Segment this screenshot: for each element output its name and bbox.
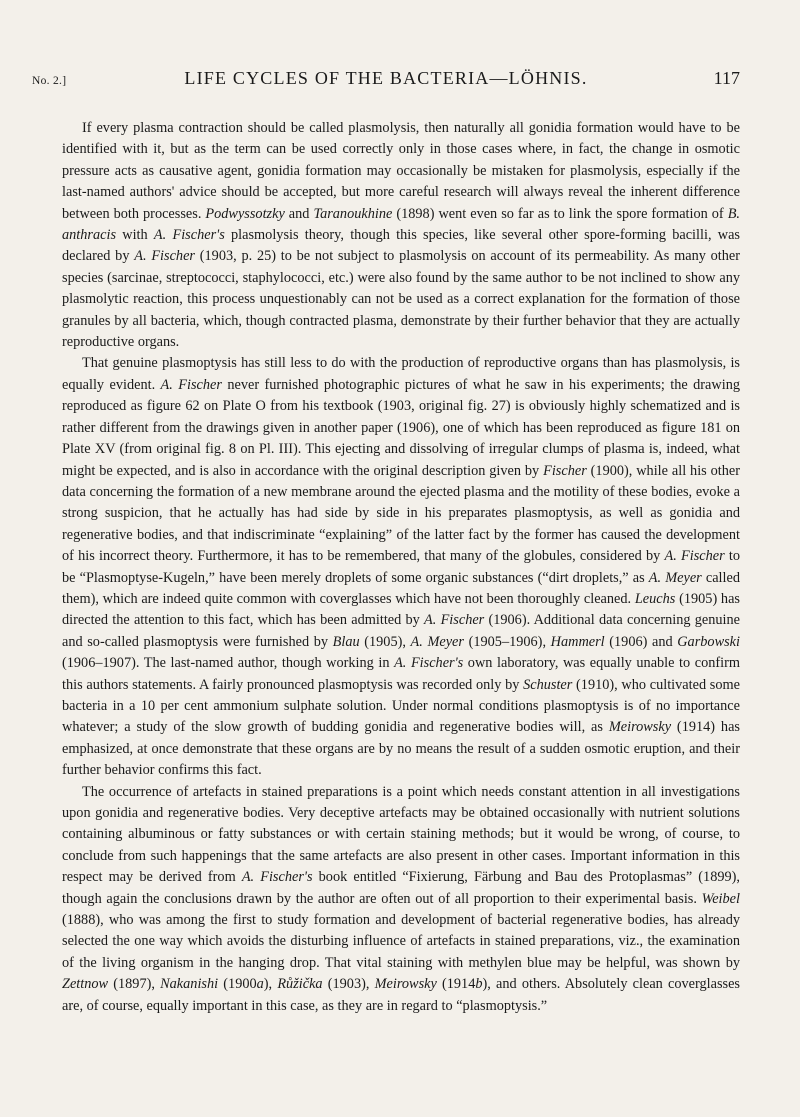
page-number: 117 [713,68,740,88]
italic-run: a [256,976,264,993]
italic-run: Fischer [543,462,587,479]
italic-run: A. Fischer's [241,869,313,886]
italic-run: A. Fischer [664,548,725,565]
text-run: ), and others. Absolutely clean coverglasses are, of course, equally important in this case, as they are in regard to “plasmoptysis.” [62,976,740,1014]
text-run: ), [263,976,278,993]
italic-run: Meirowsky [374,976,437,993]
paragraph-1 [62,118,740,353]
italic-run: A. Fischer [160,376,222,393]
text-run: (1888), who was among the first to study formation and development of bacterial regenerative bodies, has already selected the one way which avoids the disturbing influence of artefacts in stained preparations, viz., the examination of the living organism in the hanging drop. That vital staining with methylen blue may be helpful, was shown by [62,912,740,971]
paragraph-3 [62,782,740,1017]
italic-run: Schuster [523,676,573,693]
running-title: LIFE CYCLES OF THE BACTERIA—LÖHNIS. [184,68,588,88]
italic-run: Garbowski [677,633,740,650]
italic-run: Zettnow [62,976,109,993]
text-run: (1906) and [604,633,678,650]
text-run: (1905–1906), [463,633,551,650]
text-run: with [116,227,154,244]
italic-run: A. Fischer [424,612,485,629]
text-run: (1914 [436,976,476,993]
text-run: That genuine plasmoptysis has still less to do with the production of reproductive organs than has plasmolysis, is equally evident. [62,355,740,393]
text-run: (1910), who cultivated some bacteria in a 10 per cent ammonium sulphate solution. Under normal conditions plasmoptysis is of no importance whatever; a study of the slow growth of budding gonidia and regenerative bodies will, as [62,676,740,736]
italic-run: Podwyssotzky [205,205,285,222]
italic-run: Nakanishi [160,976,219,993]
italic-run: A. Fischer's [394,655,464,672]
text-run: plasmolysis theory, though this species, like several other spore-forming bacilli, was declared by [62,227,740,265]
text-run: to be “Plasmoptyse-Kugeln,” have been merely droplets of some organic substances (“dirt droplets,” as [62,548,740,586]
text-run: (1914) has emphasized, at once demonstrate that these organs are by no means the result of a sudden osmotic eruption, and their further behavior confirms this fact. [62,719,740,779]
italic-run: A. Meyer [410,633,464,650]
text-run: (1897), [108,976,161,993]
text-run: book entitled “Fixierung, Färbung and Bau des Protoplasmas” (1899), though again the conclusions drawn by the author are often out of all proportion to their experimental basis. [62,869,740,907]
italic-run: B. anthracis [62,205,740,244]
italic-run: Růžička [277,976,323,993]
italic-run: Blau [332,633,360,650]
text-run: (1903), [322,976,375,993]
text-run: never furnished photographic pictures of what he saw in his experiments; the drawing reproduced as figure 62 on Plate O from his textbook (1903, original fig. 27) is obviously highly schematized and is rather different from the drawings given in another paper (1906), one of which has been reproduced as figure 181 on Plate XV (from original fig. 8 on Pl. III). This ejecting and dissolving of irregular clumps of plasma is, indeed, what might be expected, and is also in accordance with the original description given by [62,376,740,479]
text-run: (1900), while all his other data concerning the formation of a new membrane around the ejected plasma and the motility of these bodies, evoke a strong suspicion, that he actually has had side by side in his preparates plasmoptysis, as well as gonidia and regenerative bodies, and that indiscriminate “explaining” of the latter fact by the former has caused the development of his incorrect theory. Furthermore, it has to be remembered, that many of the globules, considered by [62,462,740,565]
italic-run: A. Meyer [648,569,702,586]
italic-run: A. Fischer's [153,227,225,244]
italic-run: Taranoukhine [313,205,393,222]
text-run: (1905) has directed the attention to this fact, which has been admitted by [62,590,740,629]
text-run: The occurrence of artefacts in stained preparations is a point which needs constant attention in all investigations upon gonidia and regenerative bodies. Very deceptive artefacts may be obtained occasionally with nutrient solutions containing albuminous or fatty substances or with certain staining methods; but it would be wrong, of course, to conclude from such happenings that the same artefacts are also present in other cases. Important information in this respect may be derived from [62,783,740,886]
body-text [62,118,740,1017]
text-run: (1905), [359,633,411,650]
running-head [32,68,740,100]
text-run: (1906–1907). The last-named author, though working in [62,655,395,672]
text-run: (1900 [218,976,257,993]
italic-run: Weibel [701,890,740,907]
italic-run: A. Fischer [134,248,195,265]
text-run: (1906). Additional data concerning genuine and so-called plasmoptysis were furnished by [62,612,740,650]
text-run: and [284,205,314,222]
text-run: (1903, p. 25) to be not subject to plasmolysis on account of its permeability. As many other species (sarcinae, streptococci, staphylococci, etc.) were also found by the same author to be not inclined to show any plasmolytic reaction, this process unquestionably can not be used as a correct explanation for the formation of those granules by all bacteria, which, though contracted plasma, demonstrate by their further behavior that they are actually reproductive organs. [62,248,741,351]
issue-number: No. 2.] [32,75,67,87]
text-run: own laboratory, was equally unable to confirm this authors statements. A fairly pronounced plasmoptysis was recorded only by [62,655,741,693]
text-run: If every plasma contraction should be called plasmolysis, then naturally all gonidia formation would have to be identified with it, but as the term can be used correctly only in those cases where, in fact, the change in osmotic pressure acts as causative agent, gonidia formation may occasionally be mistaken for plasmolysis, especially if the last-named authors' advice should be accepted, but more careful research will always reveal the inherent difference between both processes. [62,120,740,222]
italic-run: Hammerl [550,633,605,650]
paragraph-2 [62,353,740,781]
text-run: called them), which are indeed quite common with coverglasses which have not been thoroughly cleaned. [62,569,740,607]
italic-run: b [475,976,483,993]
text-run: (1898) went even so far as to link the spore formation of [392,205,728,222]
italic-run: Leuchs [634,590,676,607]
italic-run: Meirowsky [608,719,672,736]
